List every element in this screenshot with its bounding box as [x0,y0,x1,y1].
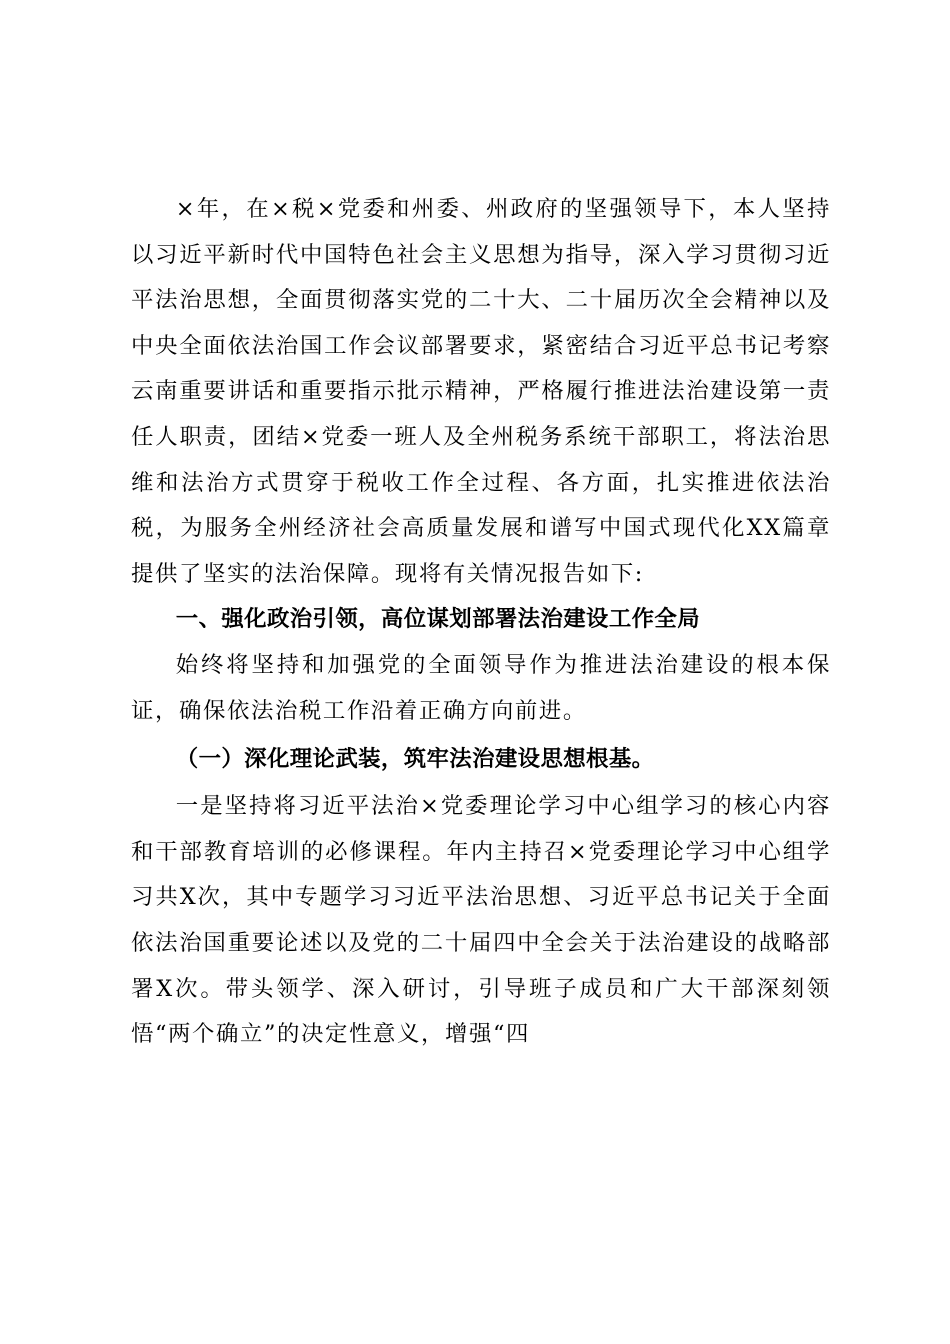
document-body [131,187,831,1058]
subsection-1-heading: （一）深化理论武装，筑牢法治建设思想根基。 [175,746,655,773]
section-1-paragraph: 始终将坚持和加强党的全面领导作为推进法治建设的根本保证，确保依法治税工作沿着正确方向前进。 [131,651,831,724]
section-1-heading: 一、强化政治引领，高位谋划部署法治建设工作全局 [175,606,700,633]
intro-paragraph: ×年，在×税×党委和州委、州政府的坚强领导下，本人坚持以习近平新时代中国特色社会主义思想为指导，深入学习贯彻习近平法治思想，全面贯彻落实党的二十大、二十届历次全会精神以及中央全面依法治国工作会议部署要求，紧密结合习近平总书记考察云南重要讲话和重要指示批示精神，严格履行推进法治建设第一责任人职责，团结×党委一班人及全州税务系统干部职工，将法治思维和法治方式贯穿于税收工作全过程、各方面，扎实推进依法治税，为服务全州经济社会高质量发展和谱写中国式现代化XX篇章提供了坚实的法治保障。现将有关情况报告如下: [131,196,831,587]
subsection-1-paragraph: 一是坚持将习近平法治×党委理论学习中心组学习的核心内容和干部教育培训的必修课程。年内主持召×党委理论学习中心组学习共X次，其中专题学习习近平法治思想、习近平总书记关于全面依法治国重要论述以及党的二十届四中全会关于法治建设的战略部署X次。带头领学、深入研讨，引导班子成员和广大干部深刻领悟“两个确立”的决定性意义，增强“四 [131,793,831,1048]
